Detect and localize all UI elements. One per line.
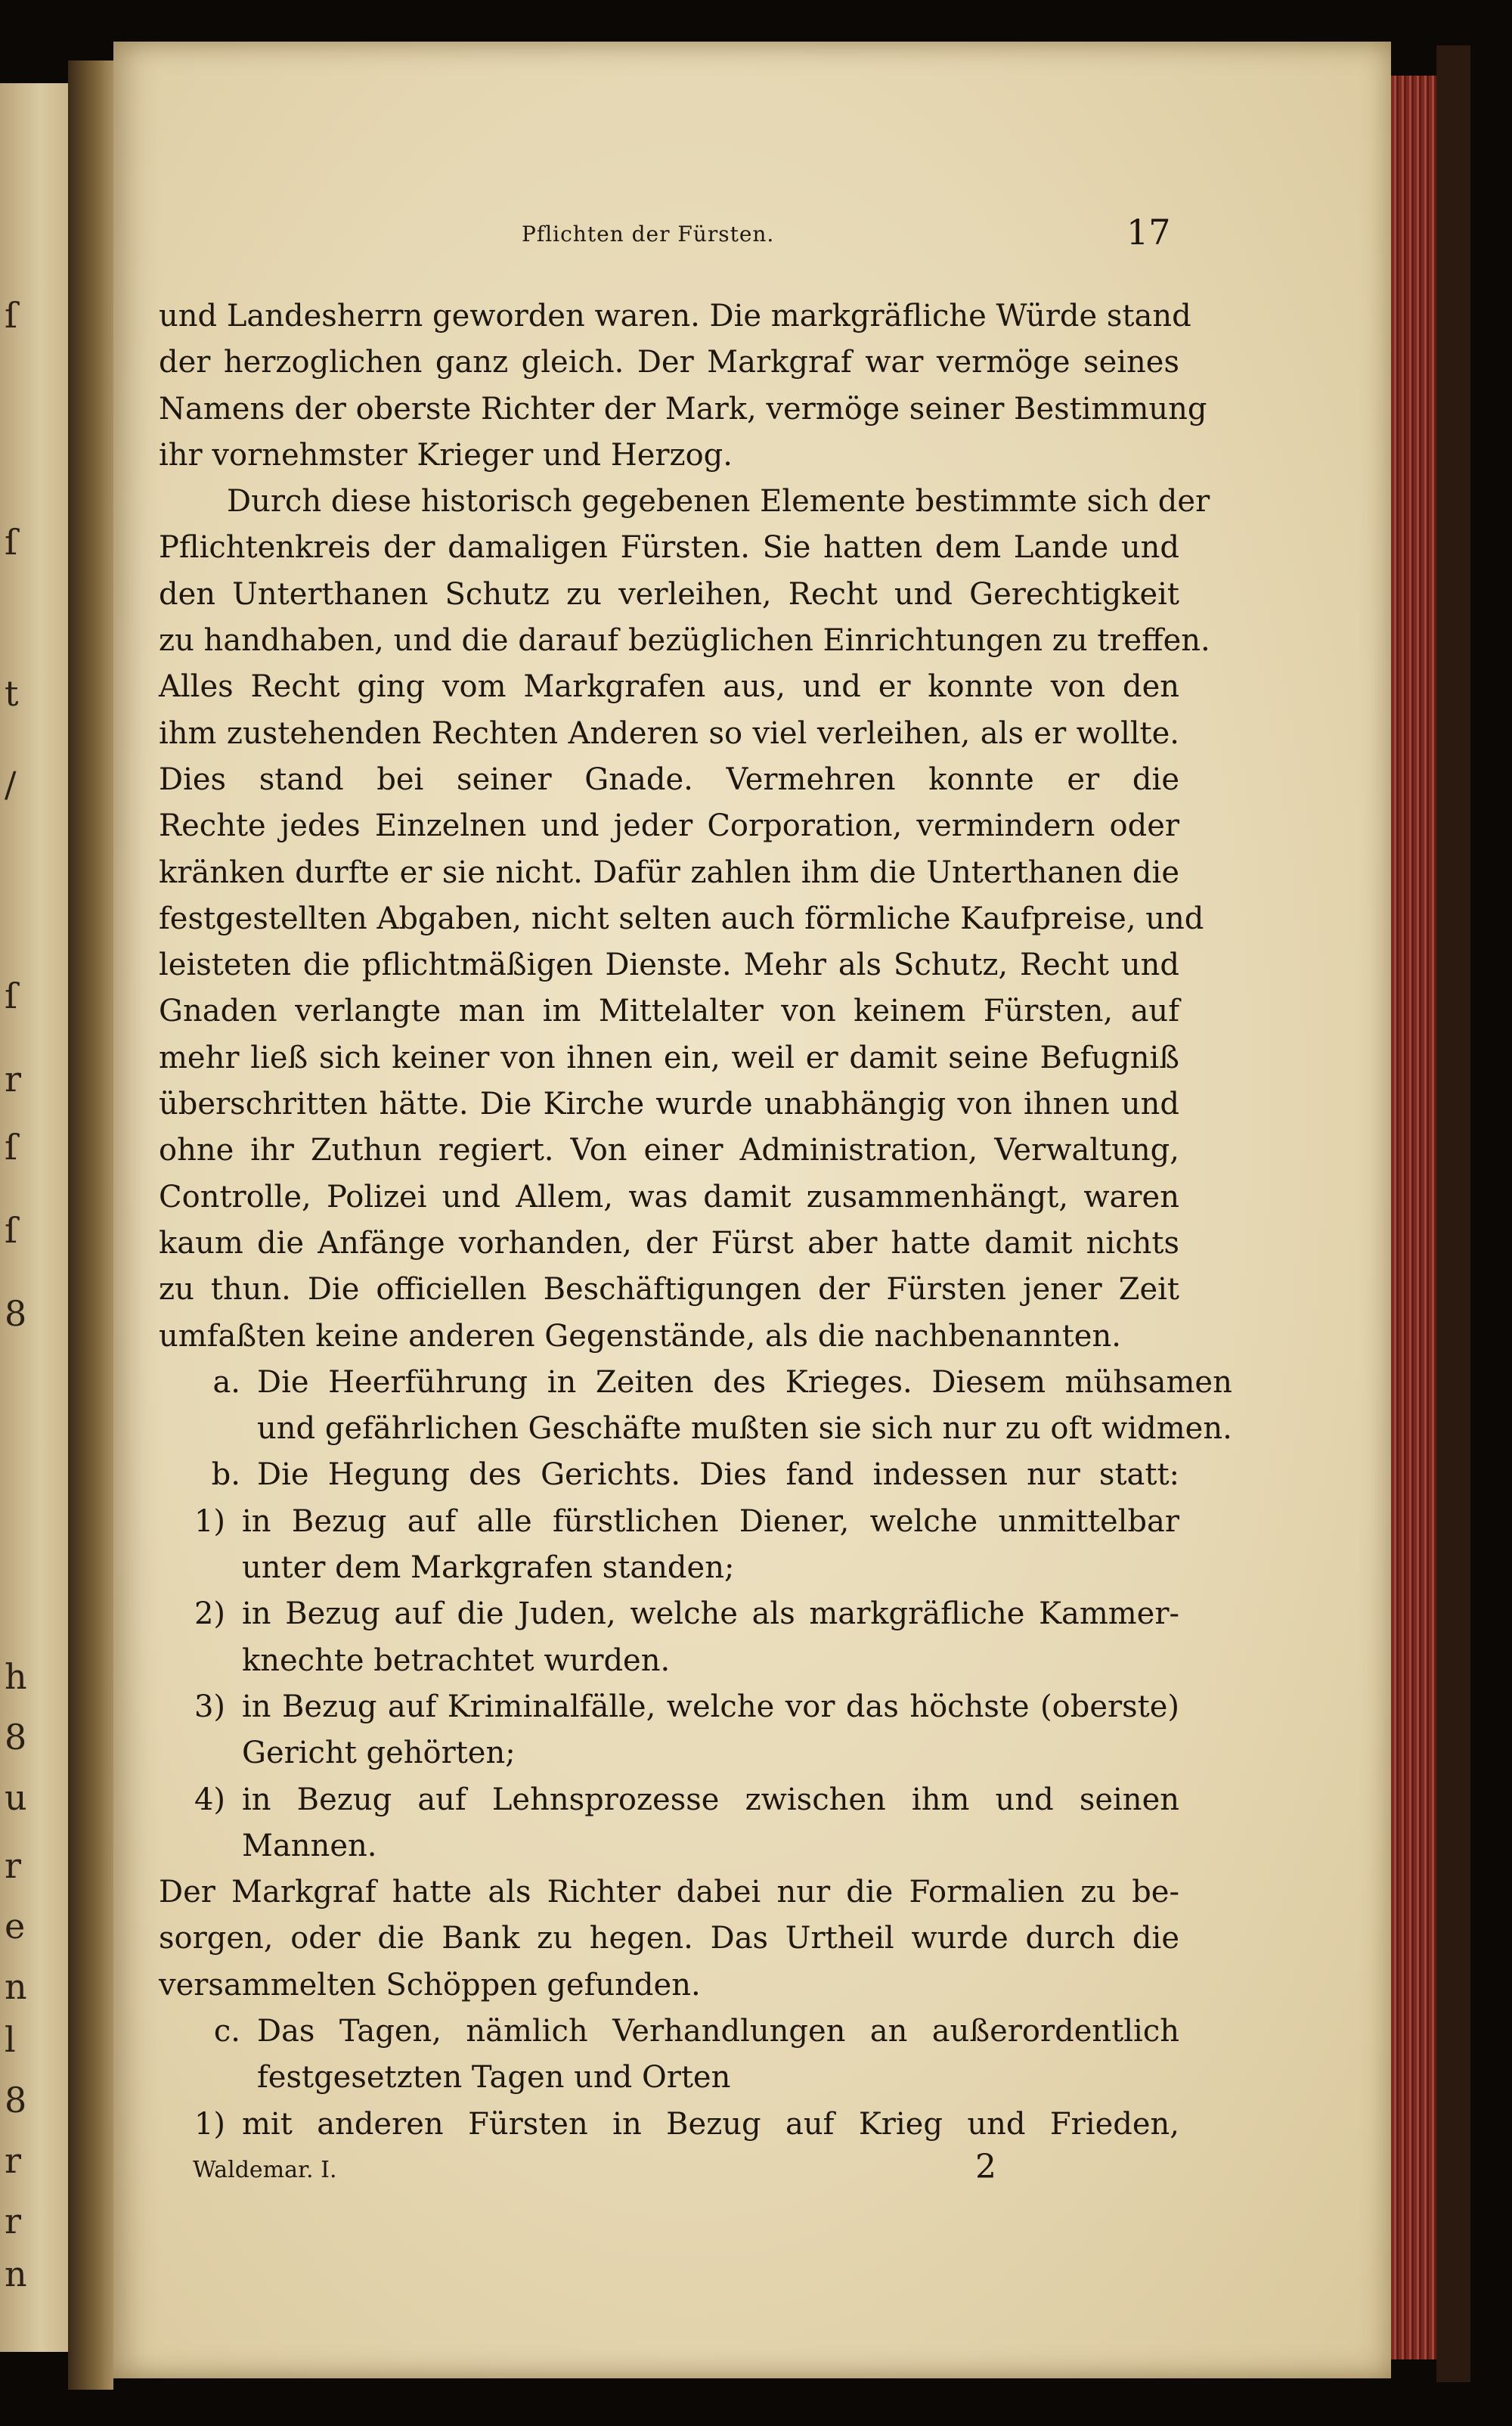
text-line: zu handhaben, und die darauf bezüglichen Einrichtungen zu treffen.: [159, 623, 1210, 659]
text-line: Pflichtenkreis der damaligen Fürsten. Sie hatten dem Lande und: [159, 530, 1179, 566]
list-marker: 4): [194, 1782, 225, 1817]
text-line: der herzoglichen ganz gleich. Der Markgraf war vermöge seines: [159, 345, 1179, 380]
text-line: Namens der oberste Richter der Mark, vermöge seiner Bestimmung: [159, 391, 1207, 427]
text-line: umfaßten keine anderen Gegenstände, als die nachbenannten.: [159, 1318, 1121, 1354]
text-line: Gnaden verlangte man im Mittelalter von keinem Fürsten, auf: [159, 994, 1179, 1029]
text-line: und Landesherrn geworden waren. Die markgräfliche Würde stand: [159, 299, 1191, 333]
paragraph-3: [159, 1869, 1179, 2009]
text-line: Der Markgraf hatte als Richter dabei nur die Formalien zu be-: [159, 1875, 1179, 1910]
sub-item-4: [159, 1777, 1179, 1870]
facing-page-fragment: r: [5, 2201, 21, 2241]
facing-page-fragment: /: [5, 764, 17, 805]
facing-page-fragment: e: [5, 1906, 26, 1947]
facing-page-fragment: ſ: [5, 295, 18, 336]
body-text: [159, 293, 1232, 2148]
text-line: ihm zustehenden Rechten Anderen so viel verleihen, als er wollte.: [159, 715, 1179, 751]
facing-page-fragment: n: [5, 2254, 27, 2294]
sub-item-3: [159, 1684, 1179, 1777]
list-marker: 2): [194, 1596, 225, 1632]
facing-page-fragment: ſ: [5, 976, 18, 1016]
list-marker: 1): [194, 1503, 225, 1539]
facing-page-fragment: h: [5, 1656, 27, 1697]
text-line: in Bezug auf die Juden, welche als markgräfliche Kammer-: [242, 1596, 1179, 1632]
text-line: Gericht gehörten;: [242, 1736, 516, 1771]
paragraph-2: [159, 479, 1210, 1360]
text-line: in Bezug auf alle fürstlichen Diener, welche unmittelbar: [242, 1503, 1179, 1539]
printer-signature: Waldemar. I.: [193, 2157, 337, 2183]
running-head: Pflichten der Fürsten.: [522, 222, 775, 247]
text-line: Die Hegung des Gerichts. Dies fand indessen nur statt:: [257, 1457, 1179, 1493]
text-line: ohne ihr Zuthun regiert. Von einer Administration, Verwaltung,: [159, 1133, 1179, 1168]
text-line: in Bezug auf Lehnsprozesse zwischen ihm und seinen: [242, 1782, 1179, 1817]
sub-item-2: [159, 1591, 1179, 1684]
list-item-a: [159, 1360, 1232, 1453]
text-line: und gefährlichen Geschäfte mußten sie sich nur zu oft widmen.: [257, 1411, 1232, 1447]
text-line: Dies stand bei seiner Gnade. Vermehren konnte er die: [159, 762, 1179, 797]
text-line: zu thun. Die officiellen Beschäftigungen der Fürsten jener Zeit: [159, 1272, 1179, 1308]
text-line: unter dem Markgrafen standen;: [242, 1550, 735, 1586]
text-line: Alles Recht ging vom Markgrafen aus, und er konnte von den: [159, 669, 1179, 705]
list-marker: 1): [194, 2106, 225, 2142]
text-line: in Bezug auf Kriminalfälle, welche vor das höchste (oberste): [242, 1689, 1179, 1724]
list-item-b: [159, 1452, 1179, 1498]
list-item-c: [159, 2009, 1179, 2102]
facing-page-fragment: l: [5, 2019, 16, 2060]
facing-page-fragment: 8: [5, 2080, 27, 2120]
facing-page-edge: [0, 83, 68, 2352]
facing-page-fragment: ſ: [5, 1127, 18, 1168]
facing-page-fragment: ſ: [5, 522, 18, 563]
text-line: leisteten die pflichtmäßigen Dienste. Mehr als Schutz, Recht und: [159, 948, 1179, 983]
text-line: Die Heerführung in Zeiten des Krieges. Diesem mühsamen: [257, 1364, 1232, 1400]
facing-page-fragment: t: [5, 673, 19, 714]
text-line: Mannen.: [242, 1828, 377, 1863]
text-line: festgestellten Abgaben, nicht selten auch förmliche Kaufpreise, und: [159, 901, 1204, 936]
page-number: 17: [1126, 212, 1171, 253]
text-line: sorgen, oder die Bank zu hegen. Das Urtheil wurde durch die: [159, 1921, 1179, 1956]
facing-page-fragment: u: [5, 1777, 27, 1818]
facing-page-fragment: r: [5, 2140, 21, 2181]
text-line: Das Tagen, nämlich Verhandlungen an außerordentlich: [257, 2013, 1179, 2049]
text-line: Durch diese historisch gegebenen Elemente bestimmte sich der: [227, 484, 1210, 520]
facing-page-fragment: n: [5, 1966, 27, 2007]
facing-page-fragment: 8: [5, 1293, 27, 1334]
list-marker: c.: [213, 2013, 240, 2049]
text-line: ihr vornehmster Krieger und Herzog.: [159, 437, 733, 473]
facing-page-fragment: r: [5, 1845, 21, 1886]
book-spine: [68, 60, 113, 2390]
text-line: kränken durfte er sie nicht. Dafür zahlen ihm die Unterthanen die: [159, 855, 1179, 890]
facing-page-fragment: ſ: [5, 1210, 18, 1251]
text-line: versammelten Schöppen gefunden.: [159, 1967, 701, 2003]
facing-page-fragment: 8: [5, 1717, 27, 1757]
sub-item-1: [159, 1499, 1179, 1592]
facing-page-fragment: r: [5, 1059, 21, 1100]
paragraph-1: [159, 293, 1207, 479]
text-line: mehr ließ sich keiner von ihnen ein, weil er damit seine Befugniß: [159, 1040, 1179, 1075]
sub-item-c1: [159, 2102, 1179, 2148]
text-line: mit anderen Fürsten in Bezug auf Krieg und Frieden,: [242, 2106, 1179, 2142]
text-line: den Unterthanen Schutz zu verleihen, Recht und Gerechtigkeit: [159, 576, 1179, 612]
list-marker: 3): [194, 1689, 225, 1724]
text-line: festgesetzten Tagen und Orten: [257, 2060, 731, 2096]
sheet-number: 2: [975, 2148, 996, 2186]
text-line: kaum die Anfänge vorhanden, der Fürst aber hatte damit nichts: [159, 1225, 1179, 1261]
text-line: knechte betrachtet wurden.: [242, 1643, 671, 1678]
text-line: überschritten hätte. Die Kirche wurde unabhängig von ihnen und: [159, 1087, 1179, 1122]
list-marker: a.: [212, 1364, 240, 1400]
book-cover: [1436, 45, 1470, 2382]
page-block-edge: [1391, 76, 1436, 2359]
text-line: Rechte jedes Einzelnen und jeder Corporation, vermindern oder: [159, 808, 1179, 844]
text-line: Controlle, Polizei und Allem, was damit zusammenhängt, waren: [159, 1179, 1179, 1215]
list-marker: b.: [211, 1457, 240, 1493]
